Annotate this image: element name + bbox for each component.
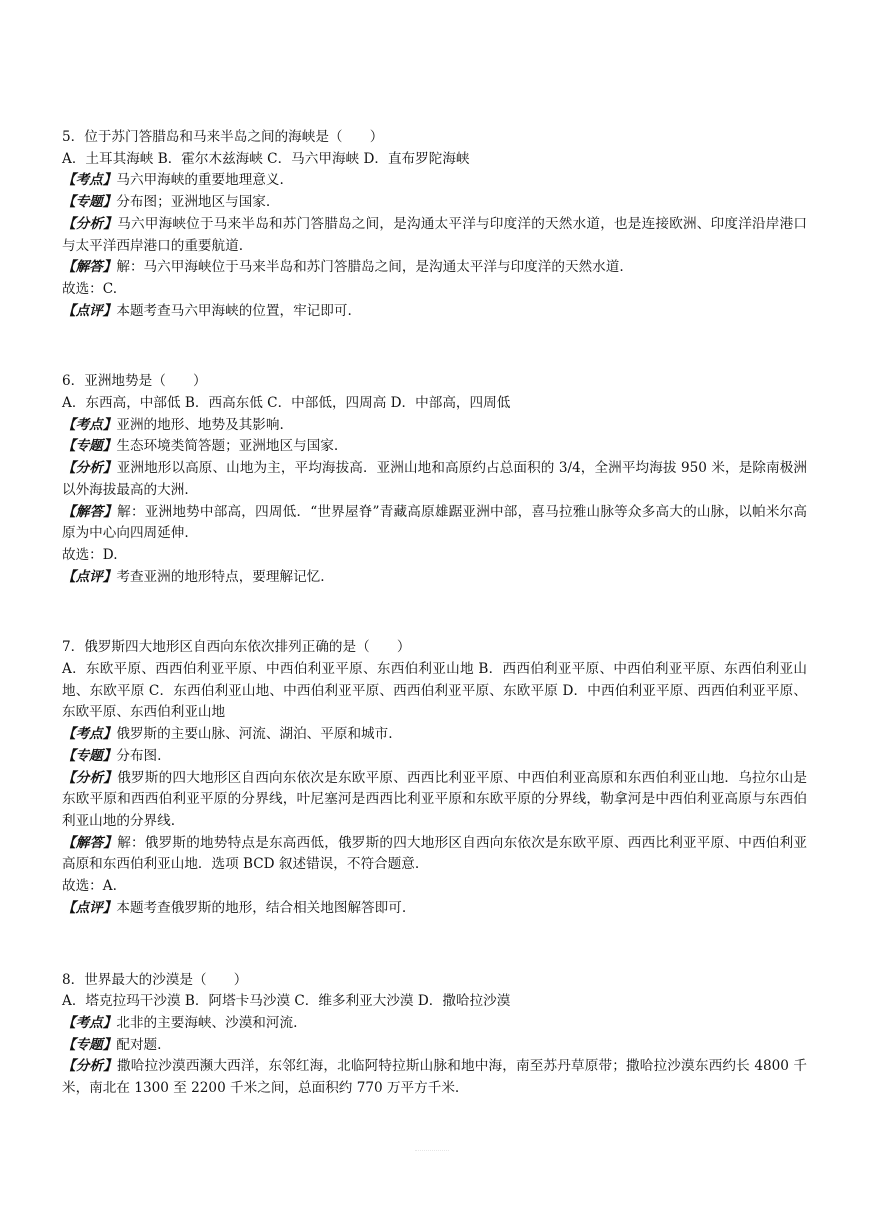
jieda-row: [62, 257, 807, 279]
dianping-row: [62, 567, 807, 589]
fenxi-text: 撒哈拉沙漠西濒大西洋，东邻红海，北临阿特拉斯山脉和地中海，南至苏丹草原带；撒哈拉沙漠东西约长 4800 千米，南北在 1300 至 2200 千米之间，总面积约 770 万平方千米.: [62, 1058, 808, 1097]
jieda-row: [62, 502, 807, 545]
fenxi-row: [62, 1056, 807, 1099]
dianping-text: 本题考查马六甲海峡的位置，牢记即可.: [116, 302, 352, 319]
question-options: A．东欧平原、西西伯利亚平原、中西伯利亚平原、东西伯利亚山地 B．西西伯利亚平原、中西伯利亚平原、东西伯利亚山地、东欧平原 C．东西伯利亚山地、中西伯利亚平原、西西伯利亚平原、东欧平原 D．中西伯利亚平原、西西伯利亚平原、东欧平原、东西伯利亚山地: [62, 661, 807, 721]
dianping-label: 【点评】: [62, 899, 117, 916]
question-6: [62, 371, 807, 588]
zhuanti-row: [62, 1035, 807, 1057]
kaodian-label: 【考点】: [62, 726, 117, 743]
page-footer-mark: [415, 1150, 449, 1155]
kaodian-text: 俄罗斯的主要山脉、河流、湖泊、平原和城市.: [116, 726, 393, 743]
kaodian-label: 【考点】: [62, 172, 117, 189]
question-stem: 6．亚洲地势是（ ）: [62, 373, 207, 390]
jieda-label: 【解答】: [62, 503, 118, 520]
question-5: [62, 127, 807, 322]
dianping-text: 考查亚洲的地形特点，要理解记忆.: [116, 568, 325, 585]
kaodian-row: [62, 1013, 807, 1035]
jieda-text: 解：亚洲地势中部高，四周低．“世界屋脊”青藏高原雄踞亚洲中部，喜马拉雅山脉等众多高大的山脉，以帕米尔高原为中心向四周延伸.: [62, 503, 807, 542]
dianping-row: [62, 898, 807, 920]
spacer: [62, 920, 807, 970]
fenxi-text: 亚洲地形以高原、山地为主，平均海拔高．亚洲山地和高原约占总面积的 3/4，全洲平均海拔 950 米，是除南极洲以外海拔最高的大洲.: [62, 460, 807, 498]
answer-line: 故选：A.: [62, 878, 117, 895]
fenxi-row: [62, 214, 807, 257]
jieda-label: 【解答】: [62, 834, 118, 851]
jieda-label: 【解答】: [62, 259, 117, 276]
fenxi-label: 【分析】: [62, 215, 118, 232]
jieda-row: [62, 833, 807, 876]
jieda-text: 解：马六甲海峡位于马来半岛和苏门答腊岛之间，是沟通太平洋与印度洋的天然水道.: [116, 259, 624, 276]
fenxi-text: 俄罗斯的四大地形区自西向东依次是东欧平原、西西比利亚平原、中西伯利亚高原和东西伯利亚山地．乌拉尔山是东欧平原和西西伯利亚平原的分界线，叶尼塞河是西西比利亚平原和东欧平原的分界线，勒拿河是中西伯利亚高原与东西伯利亚山地的分界线.: [62, 769, 807, 829]
fenxi-label: 【分析】: [62, 460, 117, 477]
spacer: [62, 322, 807, 371]
fenxi-row: [62, 458, 807, 501]
zhuanti-label: 【专题】: [62, 438, 117, 455]
zhuanti-label: 【专题】: [62, 747, 117, 764]
zhuanti-row: [62, 436, 807, 458]
zhuanti-label: 【专题】: [62, 1036, 117, 1053]
dianping-text: 本题考查俄罗斯的地形，结合相关地图解答即可.: [116, 899, 407, 916]
question-7: [62, 637, 807, 919]
document-page: [62, 127, 807, 1100]
question-options: A．土耳其海峡 B．霍尔木兹海峡 C．马六甲海峡 D．直布罗陀海峡: [62, 150, 470, 167]
kaodian-text: 北非的主要海峡、沙漠和河流.: [116, 1014, 298, 1031]
zhuanti-text: 生态环境类简答题；亚洲地区与国家.: [116, 438, 339, 455]
answer-line: 故选：C.: [62, 280, 118, 297]
dianping-label: 【点评】: [62, 302, 117, 319]
fenxi-text: 马六甲海峡位于马来半岛和苏门答腊岛之间，是沟通太平洋与印度洋的天然水道，也是连接欧洲、印度洋沿岸港口与太平洋西岸港口的重要航道.: [62, 215, 807, 254]
dianping-label: 【点评】: [62, 568, 117, 585]
zhuanti-text: 配对题.: [116, 1036, 162, 1053]
kaodian-row: [62, 724, 807, 746]
answer-line: 故选：D.: [62, 546, 118, 563]
kaodian-text: 亚洲的地形、地势及其影响.: [116, 416, 284, 433]
fenxi-label: 【分析】: [62, 769, 118, 786]
kaodian-label: 【考点】: [62, 1014, 117, 1031]
fenxi-row: [62, 768, 807, 833]
zhuanti-row: [62, 746, 807, 768]
question-stem: 7．俄罗斯四大地形区自西向东依次排列正确的是（ ）: [62, 639, 411, 656]
zhuanti-row: [62, 192, 807, 214]
dianping-row: [62, 301, 807, 323]
kaodian-row: [62, 415, 807, 437]
question-stem: 8．世界最大的沙漠是（ ）: [62, 971, 248, 988]
question-options: A．东西高，中部低 B．西高东低 C．中部低，四周高 D．中部高，四周低: [62, 395, 511, 412]
zhuanti-text: 分布图.: [116, 747, 162, 764]
kaodian-label: 【考点】: [62, 416, 117, 433]
jieda-text: 解：俄罗斯的地势特点是东高西低，俄罗斯的四大地形区自西向东依次是东欧平原、西西比利亚平原、中西伯利亚高原和东西伯利亚山地．选项 BCD 叙述错误，不符合题意.: [62, 834, 807, 873]
kaodian-text: 马六甲海峡的重要地理意义.: [116, 172, 284, 189]
zhuanti-text: 分布图；亚洲地区与国家.: [116, 194, 271, 211]
kaodian-row: [62, 170, 807, 192]
zhuanti-label: 【专题】: [62, 194, 117, 211]
spacer: [62, 588, 807, 637]
fenxi-label: 【分析】: [62, 1058, 118, 1075]
question-8: [62, 970, 807, 1100]
question-stem: 5．位于苏门答腊岛和马来半岛之间的海峡是（ ）: [62, 129, 384, 145]
question-options: A．塔克拉玛干沙漠 B．阿塔卡马沙漠 C．维多利亚大沙漠 D．撒哈拉沙漠: [62, 993, 511, 1010]
